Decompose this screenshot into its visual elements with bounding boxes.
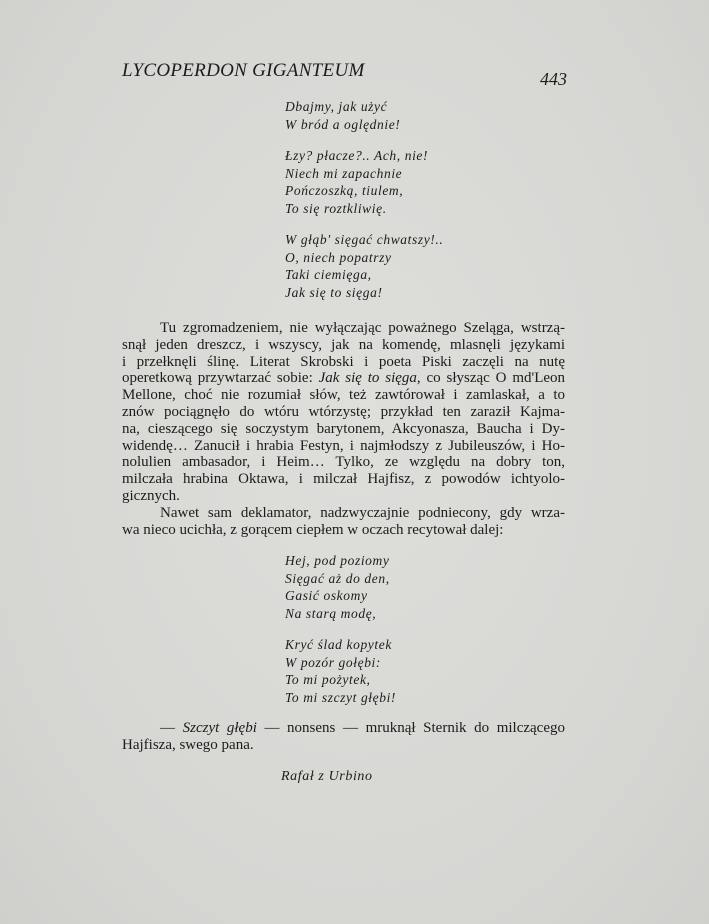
text-segment: wa nieco ucichła, z gorącem ciepłem w oczach recytował dalej: [122, 521, 504, 538]
text-segment: snął jeden dreszcz, i wszyscy, jak na komendę, mlasnęli językami [122, 336, 565, 353]
text-line [122, 421, 565, 438]
page-number: 443 [540, 69, 567, 89]
stanza [285, 552, 396, 622]
verse-line: Pończoszką, tiulem, [285, 183, 404, 198]
stanza [285, 147, 443, 217]
text-line [122, 488, 565, 505]
text-line [122, 471, 565, 488]
text-segment: widendę… Zanucił i hrabia Festyn, i najmłodszy z Jubileuszów, i Ho- [122, 437, 565, 454]
verse-line: To się roztkliwię. [285, 200, 387, 216]
text-segment: gicznych. [122, 487, 180, 504]
text-segment: i przełknęli ślinę. Literat Skrobski i poeta Piski zaczęli na nutę [122, 353, 565, 370]
verse-line: Sięgać aż do den, [285, 570, 390, 586]
verse-line: W głąb' sięgać chwatszy!.. [285, 232, 444, 247]
stanza [285, 98, 443, 133]
text-line [122, 354, 565, 371]
verse-line: W pozór gołębi: [285, 654, 381, 670]
text-segment: Nawet sam deklamator, nadzwyczajnie podniecony, gdy wrza- [160, 504, 565, 521]
text-segment: znów pociągnęło do wtóru wtórzystę; przykład ten zaraził Kajma- [122, 403, 565, 420]
verse-line: W bród a oględnie! [285, 116, 401, 132]
verse-line: Jak się to sięga! [285, 284, 383, 300]
text-segment: Tu zgromadzeniem, nie wyłączając poważnego Szeląga, wstrzą- [160, 320, 565, 336]
text-segment: Hajfisza, swego pana. [122, 736, 254, 753]
verse-line: O, niech popatrzy [285, 249, 392, 265]
text-segment: milczała hrabina Oktawa, i milczał Hajfisz, z powodów ichtyolo- [122, 471, 565, 488]
text-line [122, 454, 565, 471]
text-segment: — nonsens — mruknął Sternik do milczącego [256, 720, 565, 736]
italic-quote: Jak się to sięga, [318, 370, 421, 387]
text-line [122, 337, 565, 354]
text-segment: Mellone, choć nie rozumiał słów, też zawtórował i zamlaskał, a to [122, 387, 565, 404]
italic-quote: Szczyt głębi [182, 720, 257, 736]
text-line [122, 522, 565, 539]
verse-line: Łzy? płacze?.. Ach, nie! [285, 148, 429, 163]
stanza [285, 636, 396, 706]
text-line [122, 720, 565, 737]
verse-line: Taki ciemięga, [285, 267, 372, 282]
text-segment: nolulien ambasador, i Heim… Tylko, ze względu na dobry ton, [122, 454, 565, 471]
verse-line: Na starą modę, [285, 605, 377, 621]
running-header: LYCOPERDON GIGANTEUM [122, 60, 365, 81]
verse-line: To mi szczyt głębi! [285, 689, 397, 705]
prose-paragraphs [122, 320, 565, 538]
verse-line: To mi pożytek, [285, 672, 371, 687]
verse-line: Kryć ślad kopytek [285, 637, 392, 652]
verse-line: Gasić oskomy [285, 588, 368, 603]
stanza [285, 231, 443, 301]
text-line [122, 438, 565, 455]
text-segment: na, cieszącego się soczystym barytonem, Akcyonasza, Baucha i Dy- [122, 420, 565, 437]
text-line [122, 737, 565, 754]
poem-verse-2 [285, 552, 396, 706]
text-segment: operetkową przywtarzać sobie: [122, 370, 319, 387]
verse-line: Hej, pod poziomy [285, 553, 390, 568]
author-signature: Rafał z Urbino [281, 769, 373, 784]
text-segment: co słysząc O md'Leon [420, 370, 566, 387]
verse-line: Dbajmy, jak użyć [285, 99, 388, 114]
text-line [122, 505, 565, 522]
verse-line: Niech mi zapachnie [285, 165, 403, 181]
text-line [122, 387, 565, 404]
text-line [122, 320, 565, 337]
text-segment: — [160, 720, 183, 736]
closing-paragraph [122, 720, 565, 754]
text-line [122, 370, 565, 387]
poem-verse-1 [285, 98, 443, 301]
text-line [122, 404, 565, 421]
